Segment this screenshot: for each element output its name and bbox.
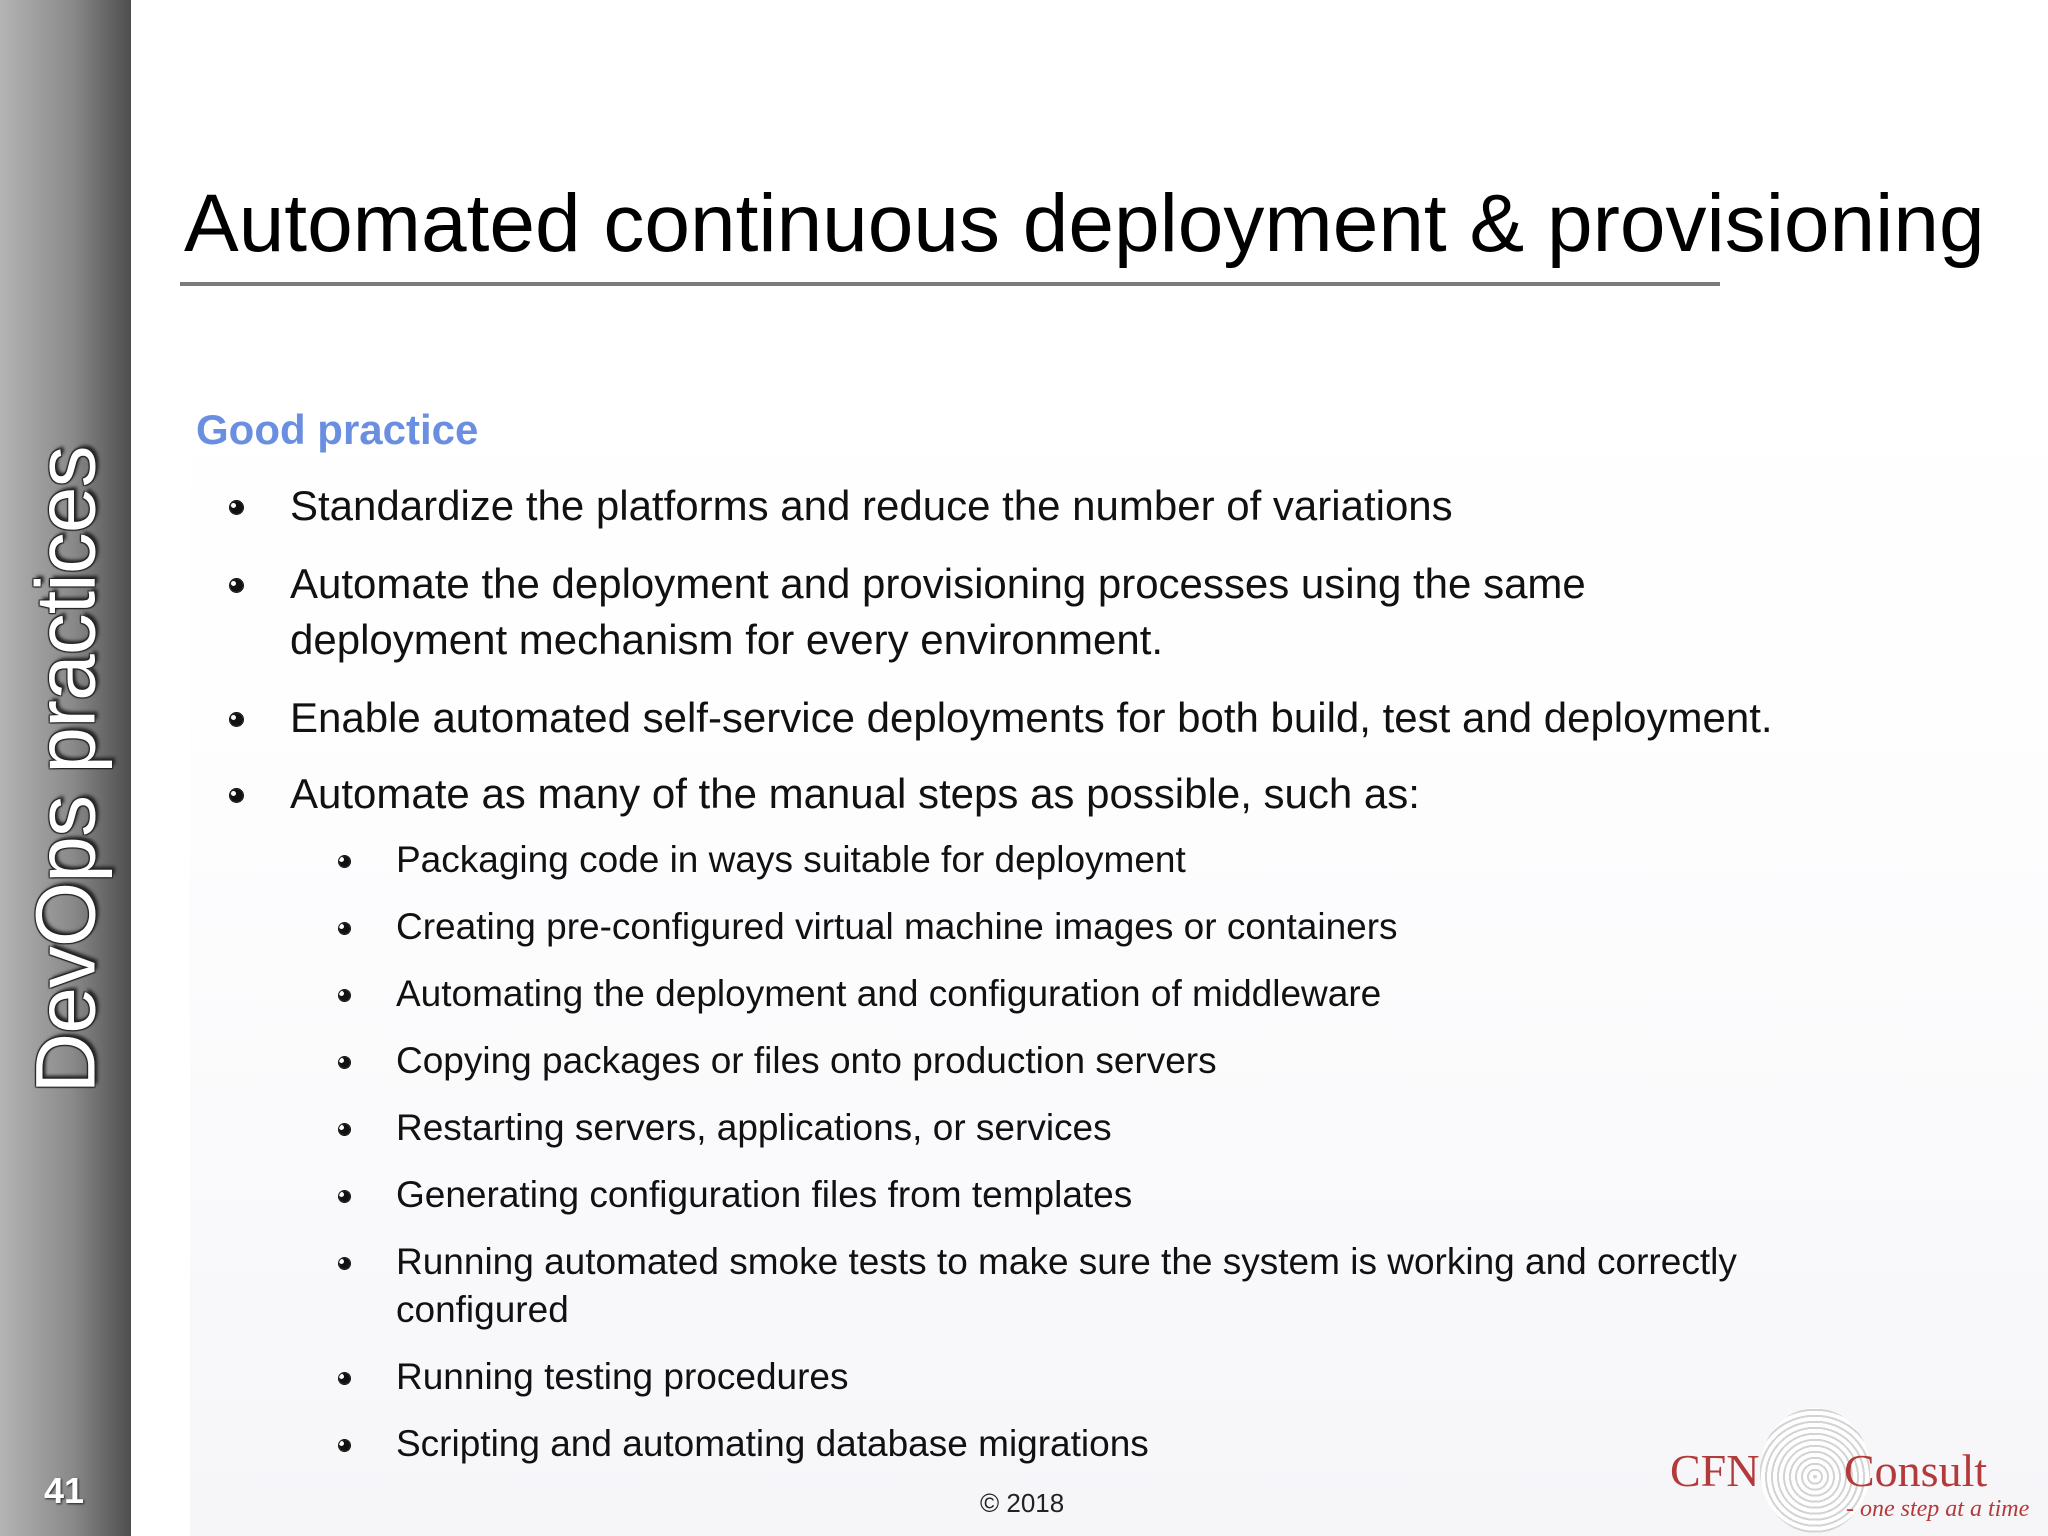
bullet-icon: [229, 578, 244, 593]
sub-bullet-text: Scripting and automating database migrations: [396, 1423, 1149, 1464]
sidebar: [0, 0, 131, 1536]
bullet-text: Automate as many of the manual steps as possible, such as:: [290, 770, 1420, 817]
list-item: [290, 766, 1930, 822]
sub-bullet-text: Copying packages or files onto production servers: [396, 1040, 1217, 1081]
sub-bullet-text: Running testing procedures: [396, 1356, 849, 1397]
sub-bullet-text: Generating configuration files from templates: [396, 1174, 1133, 1215]
slide-title: Automated continuous deployment & provisioning: [184, 178, 1985, 269]
sub-bullet-text: Creating pre-configured virtual machine images or containers: [396, 906, 1398, 947]
title-divider: [180, 282, 1720, 286]
bullet-icon: [229, 500, 244, 515]
bullet-icon: [229, 712, 244, 727]
sub-bullet-text: Restarting servers, applications, or services: [396, 1107, 1112, 1148]
sidebar-label: DevOps practices: [18, 446, 113, 1094]
sub-list-item: [396, 1238, 1876, 1334]
bullet-icon: [338, 1123, 351, 1136]
bullet-icon: [338, 989, 351, 1002]
company-logo: [1670, 1400, 2048, 1536]
bullet-icon: [229, 788, 244, 803]
bullet-icon: [338, 922, 351, 935]
logo-text-right: Consult: [1844, 1445, 1988, 1496]
sub-list-item: [396, 1037, 1896, 1085]
bullet-icon: [338, 1439, 351, 1452]
bullet-text: Automate the deployment and provisioning processes using the same deployment mechanism for every environment.: [290, 560, 1586, 663]
sub-bullet-text: Automating the deployment and configuration of middleware: [396, 973, 1382, 1014]
bullet-text: Enable automated self-service deployments for both build, test and deployment.: [290, 694, 1773, 741]
logo-text-left: CFN: [1670, 1445, 1760, 1496]
bullet-icon: [338, 1190, 351, 1203]
section-heading: Good practice: [196, 406, 479, 453]
logo-tagline: - one step at a time: [1846, 1496, 2030, 1522]
bullet-icon: [338, 1372, 351, 1385]
bullet-icon: [338, 1056, 351, 1069]
sub-list-item: [396, 903, 1896, 951]
bullet-text: Standardize the platforms and reduce the number of variations: [290, 482, 1453, 529]
bullet-icon: [338, 855, 351, 868]
slide-number: 41: [44, 1470, 85, 1511]
copyright-notice: © 2018: [980, 1488, 1065, 1518]
sub-list-item: [396, 1353, 1896, 1401]
sub-list-item: [396, 1171, 1896, 1219]
sub-list-item: [396, 1104, 1896, 1152]
sub-bullet-text: Running automated smoke tests to make sure the system is working and correctly configured: [396, 1241, 1737, 1330]
list-item: [290, 478, 1930, 534]
bullet-icon: [338, 1257, 351, 1270]
list-item: [290, 690, 1930, 746]
list-item: [290, 556, 1780, 668]
sub-list-item: [396, 970, 1896, 1018]
sub-list-item: [396, 836, 1896, 884]
sub-bullet-text: Packaging code in ways suitable for deployment: [396, 839, 1186, 880]
